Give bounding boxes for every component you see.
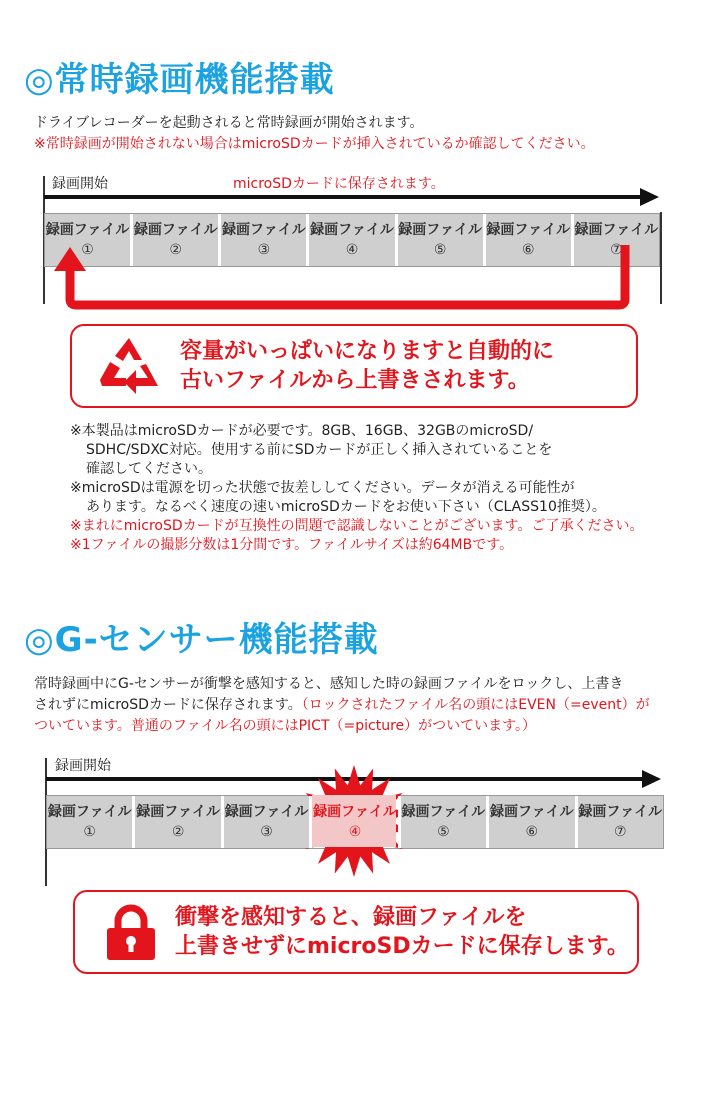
file-cell (224, 796, 312, 848)
section2-heading: ◎G-センサー機能搭載 (24, 620, 379, 660)
timeline-2-start-label: 録画開始 (55, 758, 111, 774)
file-number: ③ (260, 824, 273, 840)
file-number: ⑥ (525, 824, 539, 840)
file-number: ② (171, 824, 185, 840)
file-label: 録画ファイル (398, 222, 482, 238)
file-label: 録画ファイル (489, 804, 574, 820)
lock-icon (103, 904, 159, 962)
file-label: 録画ファイル (313, 804, 397, 820)
file-cell (578, 796, 663, 848)
file-number: ④ (348, 824, 362, 840)
timeline-1-start-label: 録画開始 (52, 176, 108, 192)
file-cell (401, 796, 489, 848)
section2-para-line2-red: （ロックされたファイル名の頭にはEVEN（=event）が (301, 697, 650, 713)
callout-lock-line1: 衝撃を感知すると、録画ファイルを (175, 905, 527, 930)
file-label: 録画ファイル (224, 804, 309, 820)
file-label: 録画ファイル (310, 222, 394, 238)
note-line: 確認してください。 (86, 461, 212, 477)
file-number: ③ (257, 242, 271, 258)
callout-overwrite-line1: 容量がいっぱいになりますと自動的に (180, 339, 555, 364)
file-label: 録画ファイル (401, 804, 486, 820)
loop-arrow (50, 245, 650, 315)
locked-file-cell (312, 796, 400, 848)
file-number: ⑦ (610, 242, 623, 258)
file-number: ② (169, 242, 182, 258)
red-note-line: ※1ファイルの撮影分数は1分間です。ファイルサイズは約64MBです。 (70, 537, 514, 553)
file-label: 録画ファイル (221, 222, 306, 238)
file-label: 録画ファイル (45, 222, 130, 238)
file-cell (489, 796, 577, 848)
file-number: ① (83, 824, 96, 840)
note-line: あります。なるべく速度の速いmicroSDカードをお使い下さい（CLASS10推奨）。 (86, 499, 606, 515)
file-number: ⑤ (433, 242, 447, 258)
note-line: SDHC/SDXC対応。使用する前にSDカードが正しく挿入されていることを (86, 442, 553, 458)
file-label: 録画ファイル (133, 222, 218, 238)
section1-warning: ※常時録画が開始されない場合はmicroSDカードが挿入されているか確認してください。 (34, 136, 595, 152)
callout-lock-line2: 上書きせずにmicroSDカードに保存します。 (175, 934, 629, 959)
file-label: 録画ファイル (47, 804, 132, 820)
file-number: ⑤ (437, 824, 450, 840)
file-number: ⑥ (521, 242, 535, 258)
section1-heading: ◎常時録画機能搭載 (24, 60, 335, 100)
file-label: 録画ファイル (136, 804, 220, 820)
section2-para-line1: 常時録画中にG-センサーが衝撃を感知すると、感知した時の録画ファイルをロックし、上書き (34, 676, 624, 692)
note-line: ※microSDは電源を切った状態で抜差ししてください。データが消える可能性が (70, 480, 575, 496)
timeline-2-files (46, 795, 664, 849)
file-label: 録画ファイル (578, 804, 663, 820)
callout-lock (73, 890, 639, 974)
file-number: ① (81, 242, 94, 258)
section2-para-line2-black: されずにmicroSDカードに保存されます。 (34, 697, 302, 713)
note-line: ※本製品はmicroSDカードが必要です。8GB、16GB、32GBのmicroSD/ (70, 423, 534, 439)
file-cell (47, 796, 135, 848)
file-number: ⑦ (613, 824, 627, 840)
section2-para-line3: ついています。普通のファイル名の頭にはPICT（=picture）がついています。） (34, 718, 537, 734)
file-label: 録画ファイル (574, 222, 659, 238)
timeline-1-note: microSDカードに保存されます。 (233, 176, 445, 192)
section1-intro: ドライブレコーダーを起動されると常時録画が開始されます。 (34, 115, 424, 131)
file-label: 録画ファイル (486, 222, 571, 238)
file-number: ④ (345, 242, 359, 258)
file-cell (135, 796, 223, 848)
callout-overwrite-line2: 古いファイルから上書きされます。 (180, 368, 530, 393)
red-note-line: ※まれにmicroSDカードが互換性の問題で認識しないことがございます。ご了承ください。 (70, 518, 644, 534)
